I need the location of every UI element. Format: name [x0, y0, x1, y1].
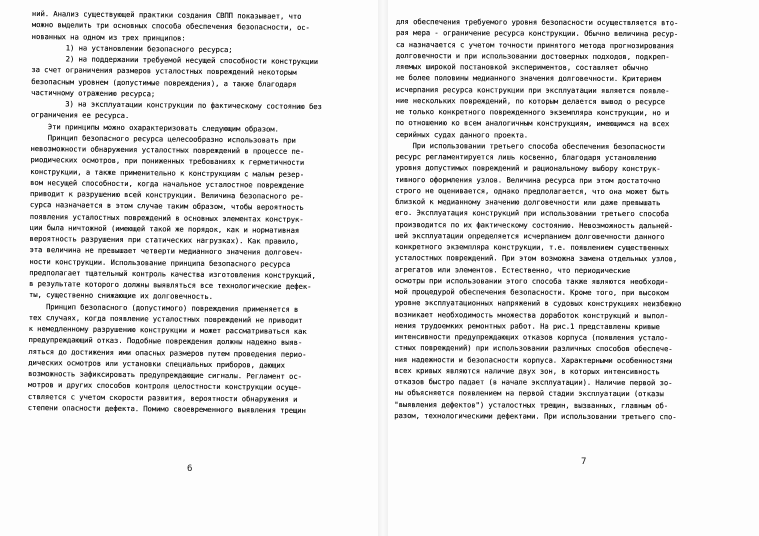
left-page-number: 6	[187, 464, 193, 474]
text-line: риодических осмотров, при пониженных требованиях к герметичности	[30, 155, 305, 168]
text-line: появления усталостных повреждений в основных элементах конструк-	[29, 211, 304, 224]
text-line: вероятность разрушения при статических нагрузках). Как правило,	[29, 233, 300, 246]
text-line: строго не оценивается, однако предполагается, что она может быть	[395, 185, 670, 196]
text-line: интенсивности предупреждающих отказов корпуса (появления устало-	[394, 331, 669, 343]
text-line: 1) на установлении безопасного ресурса;	[31, 42, 233, 54]
text-line: Эти принципы можно охарактеризовать следующим образом.	[30, 121, 279, 134]
text-line: При использовании третьего способа обеспечения безопасности	[395, 140, 665, 151]
text-line: стных повреждений) при использовании различных способов обеспече-	[394, 343, 673, 354]
text-line: предполагает тщательный контроль качества изготовления конструкций,	[29, 267, 316, 280]
text-line: ны объясняется появлением на первой стадии эксплуатации (отказы	[394, 388, 664, 399]
text-line: производится по их фактическому состоянию. Невозможность дальней-	[395, 219, 674, 230]
text-line: можно выделить три основных способа обеспечения безопасности, ос-	[31, 20, 310, 33]
text-line: не только конкретного поврежденного экземпляра конструкции, но и	[395, 106, 670, 118]
text-line: дических осмотров или установки специальных приборов, дающих	[28, 357, 285, 370]
text-line: за счет ограничения размеров усталостных повреждений некоторым	[31, 65, 297, 78]
text-line: Принцип безопасного (допустимого) повреждения применяется в	[28, 301, 299, 314]
text-line: всех кривых являются наличие двух зон, в которых интенсивность	[394, 365, 660, 376]
text-line: степени опасности дефекта. Помимо своевременного выявления трещин	[27, 402, 306, 415]
text-line: приводит к разрушению всей конструкции. Величина безопасного ре-	[30, 188, 304, 201]
right-page	[388, 0, 759, 536]
text-line: ния надежности и безопасности корпуса. Характерными особенностями	[394, 354, 673, 365]
text-line: в результате которого должны выявляться все технологические дефек-	[29, 278, 312, 291]
text-line: 2) на поддержании требуемой несущей способности конструкции	[31, 53, 319, 66]
text-line: "выявления дефектов") усталостных трещин, вызванных, главным об-	[394, 399, 669, 410]
text-line: ляемых широкой постановкой экспериментов, составляет обычно	[395, 61, 649, 73]
text-line: частичному отражению ресурса;	[31, 87, 156, 99]
text-line: исчерпания ресурса конструкции при эксплуатации является появле-	[395, 84, 670, 95]
text-line: конкретного экземпляра конструкции, т.е. появлением существенных	[394, 241, 669, 253]
page-gutter	[378, 0, 388, 536]
text-line: не более половины медианного значения долговечности. Критерием	[395, 73, 661, 84]
text-line: ции была ничтожной (имеющей такой же порядок, как и нормативная	[29, 222, 300, 235]
text-line: сурса назначается в этом случае таким образом, чтобы вероятность	[29, 200, 304, 213]
text-line: уровне эксплуатационных напряжений в судовых конструкциях неизбежно	[394, 298, 682, 309]
text-line: Принцип безопасного ресурса целесообразно использовать при	[30, 132, 296, 145]
text-line: ний. Анализ существующей практики создания СВПП показывает, что	[31, 8, 302, 21]
text-line: нения трудоемких ремонтных работ. На рис.1 представлены кривые	[394, 320, 660, 331]
text-line: конструкции, а также применительно к конструкциям с малым резер-	[30, 166, 305, 179]
left-page	[0, 0, 378, 536]
text-line: ресурс регламентируется лишь косвенно, благодаря установлению	[395, 151, 657, 163]
text-line: близкой к медианному значению долговечности или даже превышать	[395, 196, 661, 208]
text-line: к немедленному разрушению конструкции и может рассматриваться как	[28, 323, 307, 336]
text-line: 3) на эксплуатации конструкции по фактическому состоянию без	[30, 98, 322, 112]
text-line: мой процедурой обеспечения безопасности. Кроме того, при высоком	[394, 286, 669, 298]
text-line: ограничения ее ресурса.	[30, 110, 130, 121]
text-line: ние нескольких повреждений, по которым делается вывод о ресурсе	[395, 95, 666, 106]
text-line: тех случаях, когда появление усталостных повреждений не приводит	[28, 312, 303, 325]
text-line: возникает необходимость множества доработок конструкций и выпол-	[394, 309, 669, 320]
text-line: тивного оформления узлов. Величина ресурса при этом достаточно	[395, 174, 661, 185]
left-page-body	[28, 8, 357, 416]
text-line: серийных судах данного проекта.	[395, 129, 529, 140]
text-line: эта величина не превышает четверти медианного значения долговеч-	[29, 245, 304, 258]
text-line: предупреждающий отказ. Подобные повреждения должны надежно выяв-	[28, 335, 303, 348]
text-line: ляться до достижения ими опасных размеров путем проведения перио-	[28, 346, 307, 359]
text-line: для обеспечения требуемого уровня безопасности осуществляется вто-	[395, 16, 679, 28]
text-line: долговечности и при использовании достоверных подходов, подкреп-	[395, 50, 670, 61]
text-line: ты, существенно снижающие их долговечность.	[28, 290, 213, 302]
text-line: ствляется с учетом скорости развития, вероятности обнаружения и	[27, 391, 298, 404]
right-page-body	[394, 16, 752, 423]
text-line: вом несущей способности, когда начальное усталостное повреждение	[30, 177, 304, 190]
text-line: мотров и других способов контроля целостности конструкции осуще-	[28, 380, 302, 393]
text-line: уровня допустимых повреждений и рациональному выбору конструк-	[395, 163, 661, 174]
text-line: усталостных повреждений. При этом возможна замена отдельных узлов,	[394, 253, 678, 264]
text-line: возможность зафиксировать предупреждающие сигналы. Регламент ос-	[28, 368, 302, 381]
text-line: шей эксплуатации определяется исчерпанием долговечности данного	[395, 230, 665, 241]
text-line: по отношению ко всем аналогичным конструкциям, имеющимся на всех	[395, 118, 670, 129]
text-line: агрегатов или элементов. Естественно, что периодические	[394, 264, 631, 275]
text-line: его. Эксплуатация конструкций при использовании третьего способа	[395, 208, 669, 219]
text-line: ности конструкции. Использование принципа безопасного ресурса	[29, 256, 291, 269]
text-line: невозможности обнаружения усталостных повреждений в процессе пе-	[30, 143, 305, 156]
text-line: рая мера - ограничение ресурса конструкции. Обычно величина ресур-	[395, 28, 679, 39]
text-line: безопасным уровнем (допустимые повреждения), а также благодаря	[31, 76, 297, 89]
text-line: нованных на одном из трех принципов:	[31, 31, 186, 43]
text-line: осмотры при использовании этого способа также являются необходи-	[394, 275, 669, 286]
text-line: са назначается с учетом точности принятого метода прогнозирования	[395, 39, 674, 50]
text-line: отказов быстро падает (в начале эксплуатации). Наличие первой зо-	[394, 376, 673, 388]
text-line: разом, технологическими дефектами. При использовании третьего спо-	[394, 410, 677, 421]
right-page-number: 7	[581, 457, 587, 467]
